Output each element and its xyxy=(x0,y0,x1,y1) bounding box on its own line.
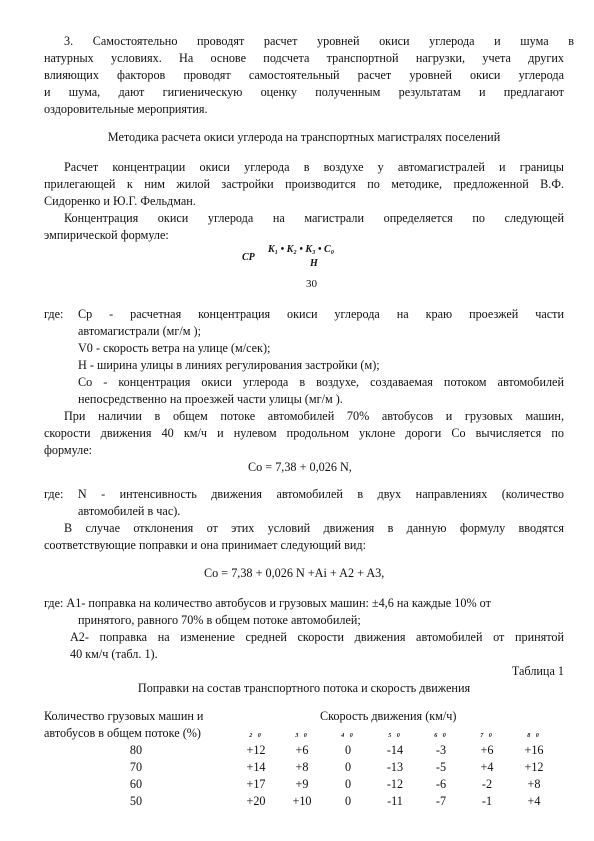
table-cell: -13 xyxy=(386,760,404,774)
table-cell: +17 xyxy=(246,777,266,791)
formula-1-numerator: K₁ • K₂ • K₃ • C₀ xyxy=(268,244,335,255)
table-cell: -6 xyxy=(435,777,447,791)
p3-line-1: В случае отклонения от этих условий движения в данную формулу вводятся xyxy=(64,521,564,535)
table-row-header-line-1: Количество грузовых машин и xyxy=(44,709,204,723)
table-cell: +20 xyxy=(246,794,266,808)
table-speed-80: 8 0 xyxy=(527,733,541,739)
defs2-line-1: где: N - интенсивность движения автомобилей в двух направлениях (количество xyxy=(44,487,564,501)
p1-line-2: прилегающей к ним жилой застройки производится по методике, предложенной В.Ф. xyxy=(44,177,564,191)
defs1-cp-line-2: автомагистрали (мг/м ); xyxy=(78,324,201,338)
table-cell: +10 xyxy=(292,794,312,808)
table-row-header-line-2: автобусов в общем потоке (%) xyxy=(44,726,201,740)
table-cell: +9 xyxy=(295,777,309,791)
p1-line-4: Концентрация окиси углерода на магистрали определяется по следующей xyxy=(64,211,564,225)
defs1-co-line-2: непосредственно на проезжей части улицы (мг/м ). xyxy=(78,392,343,406)
table-speed-40: 4 0 xyxy=(341,733,355,739)
defs1-cp-line-1: Ср - расчетная концентрация окиси углерода на краю проезжей части xyxy=(78,307,564,321)
formula-3: Со = 7,38 + 0,026 N +Ai + A2 + A3, xyxy=(204,566,385,580)
p1-line-1: Расчет концентрации окиси углерода в воздухе у автомагистралей и границы xyxy=(64,160,564,174)
defs2-line-2: автомобилей в час). xyxy=(78,504,181,518)
table-cell-share: 60 xyxy=(129,777,143,791)
intro-line-2: натурных условиях. На основе подсчета транспортной нагрузки, учета других xyxy=(44,51,564,65)
table-cell: -7 xyxy=(435,794,447,808)
table-cell: -3 xyxy=(435,743,447,757)
table-cell: +12 xyxy=(246,743,266,757)
defs1-lead: где: xyxy=(44,307,64,321)
defs1-co-line-1: Со - концентрация окиси углерода в воздухе, создаваемая потоком автомобилей xyxy=(78,375,564,389)
p2-line-2: скорости движения 40 км/ч и нулевом продольном уклоне дороги Со вычисляется по xyxy=(44,426,564,440)
table-cell: 0 xyxy=(344,743,352,757)
p1-line-5: эмпирической формуле: xyxy=(44,228,169,242)
table-cell: 0 xyxy=(344,777,352,791)
table-title: Поправки на состав транспортного потока и скорость движения xyxy=(137,681,471,695)
formula-2: Со = 7,38 + 0,026 N, xyxy=(248,460,352,474)
p1-line-3: Сидоренко и Ю.Г. Фельдман. xyxy=(44,194,196,208)
table-cell: -11 xyxy=(387,794,403,808)
table-cell: -12 xyxy=(386,777,404,791)
table-cell-share: 80 xyxy=(129,743,143,757)
table-cell-share: 50 xyxy=(129,794,143,808)
table-cell: +4 xyxy=(527,794,541,808)
table-speed-70: 7 0 xyxy=(480,733,494,739)
table-cell: 0 xyxy=(344,794,352,808)
table-cell: +14 xyxy=(246,760,266,774)
intro-line-5: оздоровительные мероприятия. xyxy=(44,102,208,116)
p2-line-3: формуле: xyxy=(44,443,93,457)
table-speed-20: 2 0 xyxy=(249,733,263,739)
p2-line-1: При наличии в общем потоке автомобилей 70% автобусов и грузовых машин, xyxy=(64,409,564,423)
table-cell: -14 xyxy=(386,743,404,757)
formula-1-lhs: CP xyxy=(242,252,255,263)
table-speed-30: 3 0 xyxy=(295,733,309,739)
intro-line-3: влияющих факторов проводят самостоятельный расчет уровней окиси углерода xyxy=(44,68,564,82)
table-cell: +6 xyxy=(295,743,309,757)
table-cell: +8 xyxy=(527,777,541,791)
defs1-v0: V0 - скорость ветра на улице (м/сек); xyxy=(78,341,271,355)
formula-1-constant: 30 xyxy=(306,278,317,290)
table-cell: +16 xyxy=(524,743,544,757)
table-cell: +6 xyxy=(480,743,494,757)
table-label: Таблица 1 xyxy=(511,664,564,678)
intro-line-4: и шума, дают гигиеническую оценку полученным результатам и предлагают xyxy=(44,85,564,99)
table-cell: 0 xyxy=(344,760,352,774)
table-cell: +12 xyxy=(524,760,544,774)
table-cell: +8 xyxy=(295,760,309,774)
intro-line-1: 3. Самостоятельно проводят расчет уровней окиси углерода и шума в xyxy=(64,34,574,48)
table-cell-share: 70 xyxy=(129,760,143,774)
table-cell: -1 xyxy=(481,794,493,808)
table-speed-50: 5 0 xyxy=(388,733,402,739)
p3-line-2: соответствующие поправки и она принимает следующий вид: xyxy=(44,538,366,552)
table-speed-header: Скорость движения (км/ч) xyxy=(320,709,457,723)
defs3-a2-line-1: А2- поправка на изменение средней скорости движения автомобилей от принятой xyxy=(70,630,564,644)
defs3-a1-line-1: где: А1- поправка на количество автобусов и грузовых машин: ±4,6 на каждые 10% от xyxy=(44,596,491,610)
section-title: Методика расчета окиси углерода на транспортных магистралях поселений xyxy=(107,130,501,144)
table-speed-60: 6 0 xyxy=(434,733,448,739)
table-cell: +4 xyxy=(480,760,494,774)
table-cell: -2 xyxy=(481,777,493,791)
defs3-a2-line-2: 40 км/ч (табл. 1). xyxy=(70,647,158,661)
table-cell: -5 xyxy=(435,760,447,774)
defs3-a1-line-2: принятого, равного 70% в общем потоке автомобилей; xyxy=(78,613,361,627)
formula-1-denominator: H xyxy=(310,258,318,269)
defs1-h: Н - ширина улицы в линиях регулирования застройки (м); xyxy=(78,358,380,372)
